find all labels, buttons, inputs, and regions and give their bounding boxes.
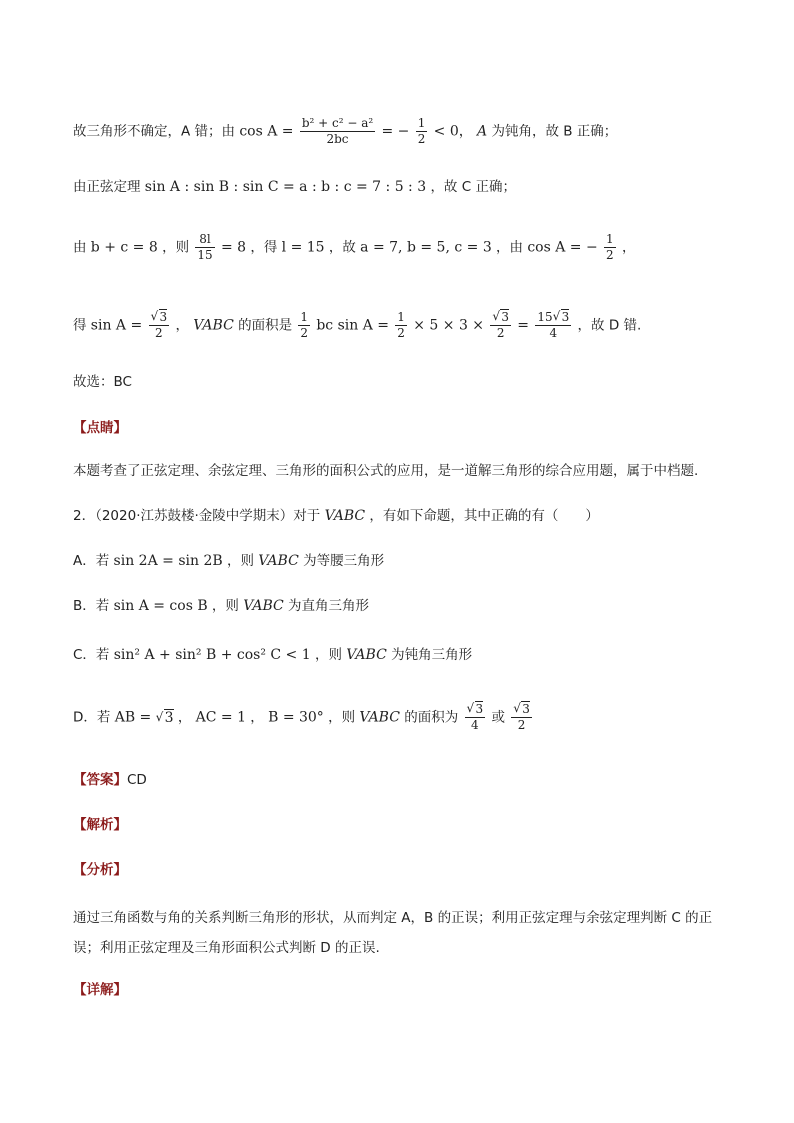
math-expr: cos A =	[239, 123, 294, 140]
text: 得	[73, 317, 87, 334]
text: ，得	[250, 239, 278, 256]
solution-line-3	[73, 232, 734, 263]
heading-fenxi: 【分析】	[73, 862, 127, 878]
radical-sign: √	[155, 709, 164, 724]
radical-sign: √	[150, 309, 159, 323]
text: ，则	[314, 647, 342, 663]
math-expr: sin A : sin B : sin C = a : b : c = 7 : 5 : 3	[144, 179, 427, 195]
fraction	[149, 310, 170, 341]
heading-xiangjie: 【详解】	[73, 982, 127, 998]
math-expr: < 0，	[433, 123, 473, 140]
math-expr: b + c = 8	[90, 239, 158, 256]
option-label: B．若	[73, 598, 110, 614]
fraction-denominator: 2	[517, 718, 526, 732]
text: 为钝角三角形	[391, 647, 473, 663]
radicand: 3	[159, 310, 168, 324]
triangle-symbol: VABC	[193, 317, 234, 334]
radicand: 3	[561, 310, 570, 324]
text: ，故 C 正确；	[430, 179, 516, 195]
fraction	[395, 310, 407, 341]
fenxi-text: 通过三角函数与角的关系判断三角形的形状，从而判定 A，B 的正误；利用正弦定理与余弦定理判断 C 的正误；利用正弦定理及三角形面积公式判断 D 的正误.	[73, 910, 713, 956]
math-expr: bc sin A =	[316, 317, 389, 334]
text: 为直角三角形	[288, 598, 370, 614]
fraction-numerator	[535, 310, 571, 326]
fraction	[465, 702, 486, 733]
math-expr: a = 7, b = 5, c = 3	[360, 239, 492, 256]
heading-jiexi: 【解析】	[73, 817, 127, 833]
text: ，则	[328, 709, 356, 726]
math-expr: sin² A + sin² B + cos² C < 1	[113, 647, 311, 663]
fraction-numerator	[490, 310, 511, 326]
heading-dianjing: 【点睛】	[73, 420, 127, 436]
sqrt	[553, 310, 570, 325]
sqrt	[156, 708, 174, 728]
dianjing-text: 本题考查了正弦定理、余弦定理、三角形的面积公式的应用，是一道解三角形的综合应用题，属于中档题.	[73, 463, 699, 479]
radicand: 3	[164, 709, 174, 726]
fraction-numerator	[511, 702, 532, 718]
text: ，故	[328, 239, 356, 256]
question-2-stem	[73, 506, 734, 526]
text: 为等腰三角形	[303, 553, 385, 569]
sqrt	[151, 310, 168, 325]
text: 2．（2020·江苏鼓楼·金陵中学期末）对于	[73, 508, 321, 524]
text: ，	[250, 709, 264, 726]
text: 由	[73, 239, 87, 256]
solution-line-4	[73, 310, 734, 341]
solution-line-1	[73, 116, 734, 147]
fraction	[416, 116, 428, 147]
sqrt	[513, 702, 530, 717]
math-expr: sin A = cos B	[113, 598, 208, 614]
solution-line-2	[73, 177, 734, 197]
math-expr: =	[517, 317, 530, 334]
fraction-denominator: 2	[496, 326, 505, 340]
math-expr: = 8	[220, 239, 247, 256]
sqrt	[492, 310, 509, 325]
option-label: D．若	[73, 709, 111, 726]
math-expr: sin 2A = sin 2B	[113, 553, 223, 569]
radical-sign: √	[492, 309, 500, 323]
fraction	[490, 310, 511, 341]
text: ，由	[496, 239, 524, 256]
text: 故三角形不确定，A 错；由	[73, 123, 236, 140]
text: 或	[491, 709, 505, 726]
triangle-symbol: VABC	[243, 598, 284, 614]
triangle-symbol: VABC	[346, 647, 387, 663]
fraction-denominator: 2	[417, 132, 426, 146]
fraction-denominator: 4	[471, 718, 479, 732]
fraction-numerator	[149, 310, 170, 326]
answer-value: CD	[127, 772, 147, 788]
fraction	[604, 232, 616, 263]
option-label: C．若	[73, 647, 110, 663]
text: ，	[175, 317, 189, 334]
radicand: 3	[475, 702, 484, 716]
fraction-numerator: 1	[300, 310, 309, 324]
text: ，有如下命题，其中正确的有（ ）	[369, 508, 599, 524]
fraction-denominator: 2	[155, 326, 163, 340]
fraction-numerator	[465, 702, 486, 718]
radicand: 3	[501, 310, 509, 324]
math-expr: cos A = −	[527, 239, 598, 256]
choice-line: 故选：BC	[73, 374, 132, 390]
text: 为钝角，故 B 正确；	[491, 123, 618, 140]
fraction-numerator: 1	[417, 116, 426, 130]
option-label: A．若	[73, 553, 110, 569]
fraction-denominator: 2	[606, 248, 614, 262]
radical-sign: √	[466, 701, 475, 715]
math-expr: AC = 1	[195, 709, 246, 726]
math-expr: × 5 × 3 ×	[413, 317, 485, 334]
fraction-numerator: 8l	[195, 232, 214, 248]
fraction-numerator: 1	[606, 232, 614, 246]
fraction-denominator: 4	[549, 326, 558, 340]
fraction-denominator: 2	[397, 326, 405, 340]
math-expr: AB =	[114, 709, 152, 726]
triangle-symbol: VABC	[258, 553, 299, 569]
heading-answer: 【答案】	[73, 772, 127, 788]
radical-sign: √	[513, 701, 521, 715]
fraction-denominator: 2	[300, 326, 309, 340]
triangle-symbol: VABC	[324, 508, 366, 524]
coefficient: 15	[537, 310, 553, 324]
sqrt	[467, 702, 484, 717]
fraction-denominator: 15	[197, 248, 213, 262]
text: 的面积是	[238, 317, 293, 334]
radical-sign: √	[552, 309, 561, 323]
text: 的面积为	[404, 709, 459, 726]
triangle-symbol: VABC	[359, 709, 400, 726]
fraction-numerator: b² + c² − a²	[301, 116, 374, 130]
option-b	[73, 596, 734, 616]
option-d	[73, 702, 734, 733]
fraction	[300, 116, 375, 147]
fraction	[535, 310, 571, 341]
math-expr: l = 15	[281, 239, 325, 256]
math-var: A	[477, 123, 488, 140]
option-c	[73, 645, 734, 665]
text: 由正弦定理	[73, 179, 141, 195]
text: ，则	[211, 598, 239, 614]
math-expr: sin A =	[90, 317, 143, 334]
text: ，则	[162, 239, 190, 256]
text: ，	[621, 239, 636, 256]
fraction	[195, 232, 214, 263]
fraction	[298, 310, 310, 341]
option-a	[73, 551, 734, 571]
fraction	[511, 702, 532, 733]
radicand: 3	[522, 702, 530, 716]
fraction-numerator: 1	[397, 310, 405, 324]
math-expr: B = 30°	[268, 709, 324, 726]
text: ，	[177, 709, 192, 726]
text: ，故 D 错.	[577, 317, 642, 334]
answer-line	[73, 770, 734, 790]
math-expr: = −	[381, 123, 410, 140]
text: ，则	[226, 553, 254, 569]
fraction-denominator: 2bc	[326, 132, 349, 146]
